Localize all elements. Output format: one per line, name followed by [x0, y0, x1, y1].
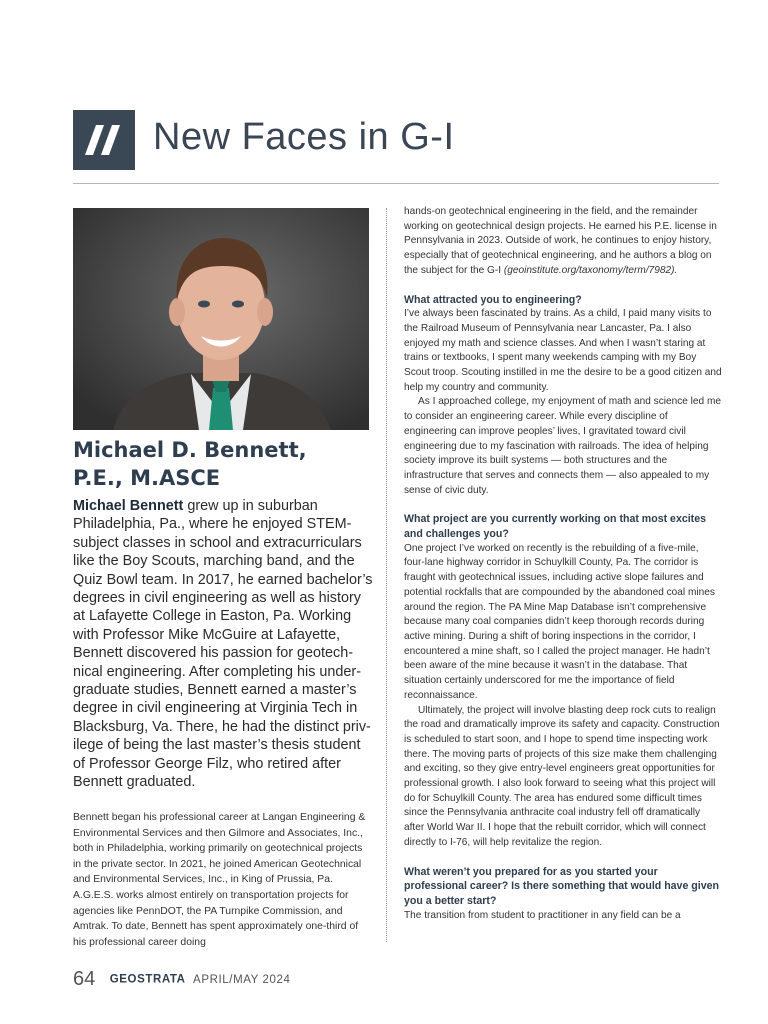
answer-paragraph: I’ve always been fascinated by trains. As a child, I paid many visits to the Railroad Museum of Pennsylvania near Lancaster, Pa. I also enjoyed my math and science classes. And when I wasn’t staring at trains or textbooks, I spent many weekends camping with my Boy Scout troop. Scouting instilled in me the desire to be a good citizen and help my country and community. — [404, 308, 722, 393]
header-divider — [73, 183, 719, 184]
intro-paragraph — [73, 497, 373, 792]
issue-date: APRIL/MAY 2024 — [193, 973, 291, 986]
continued-text: hands-on geotechnical engineering in the field, and the remainder working on geotechnical design projects. He earned his P.E. license in Pennsylvania in 2023. Outside of work, he continues to enjoy history, especially that of geotechnical engineering, and he authors a blog on the subject for the G-I — [404, 206, 717, 276]
page-footer — [73, 968, 291, 992]
profile-name — [73, 436, 373, 492]
blog-link[interactable]: (geoinstitute.org/taxonomy/term/7982). — [503, 264, 678, 276]
answer-paragraph: One project I’ve worked on recently is the rebuilding of a five-mile, four-lane highway corridor in Schuylkill County, Pa. The corridor is fraught with geotechnical issues, including active slope failures and potential rockfalls that are compounded by the abandoned coal mines around the region. The PA Mine Map Database isn’t comprehensive because many coal companies didn’t keep thorough records during active mining. During a shift of boring inspections in the corridor, I encountered a mine shaft, so I called the project manager. He hadn’t been aware of the mine because it wasn’t in the database. That situation certainly underscored for me the importance of field reconnaissance. — [404, 542, 715, 701]
bio-paragraph: Bennett began his professional career at Langan Engineering & Environmental Services and then Gilmore and Associates, Inc., both in Philadelphia, working primarily on geotechnical projects in the private sector. In 2021, he joined American Geotechnical and Environmental Services, Inc., in King of Prussia, Pa. A.G.E.S. works almost entirely on transportation projects for agencies like PennDOT, the PA Turnpike Commission, and Amtrak. To date, Bennett has spent approximately one-third of his professional career doing — [73, 812, 366, 948]
profile-name-line1: Michael D. Bennett, — [73, 438, 307, 462]
question-heading: What weren’t you prepared for as you started your professional career? Is there something that would have given you a better start? — [404, 865, 719, 907]
intro-text: grew up in suburban Philadelphia, Pa., where he enjoyed STEM-subject classes in school and extracurriculars like the Boy Scouts, marching band, and the Quiz Bowl team. In 2017, he earned bachelor’s degrees in civil engineering as well as history at Lafayette College in Easton, Pa. Working with Professor Mike McGuire at Lafayette, Bennett discovered his passion for geotechnical engineering. After completing his undergraduate studies, Bennett earned a master’s degree in civil engineering at Virginia Tech in Blacksburg, Va. There, he had the distinct privilege of being the last master’s thesis student of Professor George Filz, who retired after Bennett graduated. — [73, 498, 373, 791]
right-column — [404, 205, 722, 923]
section-title: New Faces in G-I — [153, 116, 455, 158]
question-heading: What attracted you to engineering? — [404, 293, 582, 306]
answer-paragraph: Ultimately, the project will involve blasting deep rock cuts to realign the road and dramatically improve its safety and capacity. Construction is scheduled to start soon, and I hope to spend time inspecting work there. The moving parts of projects of this size make them challenging and exciting, so they give entry-level engineers great opportunities for professional growth. I also look forward to seeing what this project will do for Schuylkill County. The area has endured some difficult times since the Pennsylvania anthracite coal industry fell off dramatically after World War II. I hope that the rebuilt corridor, which will connect directly to I-76, will help revitalize the region. — [404, 704, 720, 848]
double-slash-icon — [73, 110, 135, 170]
answer-paragraph: As I approached college, my enjoyment of math and science led me to consider an engineering career. While every discipline of engineering can improve peoples’ lives, I gravitated toward civil engineering due to my fascination with railroads. The idea of helping society improve its built systems — both structures and the infrastructure that serves and connects them — also appealed to my sense of civic duty. — [404, 396, 721, 496]
continued-paragraph — [404, 205, 722, 279]
section-header — [73, 110, 719, 170]
page-number: 64 — [73, 968, 96, 990]
question-heading: What project are you currently working on that most excites and challenges you? — [404, 513, 706, 541]
portrait-photo — [73, 208, 369, 430]
intro-lead-name: Michael Bennett — [73, 498, 184, 514]
column-divider — [386, 208, 387, 942]
publication-name: GEOSTRATA — [109, 973, 186, 986]
profile-name-line2: P.E., M.ASCE — [73, 466, 221, 490]
answer-paragraph: The transition from student to practitioner in any field can be a — [404, 909, 681, 921]
